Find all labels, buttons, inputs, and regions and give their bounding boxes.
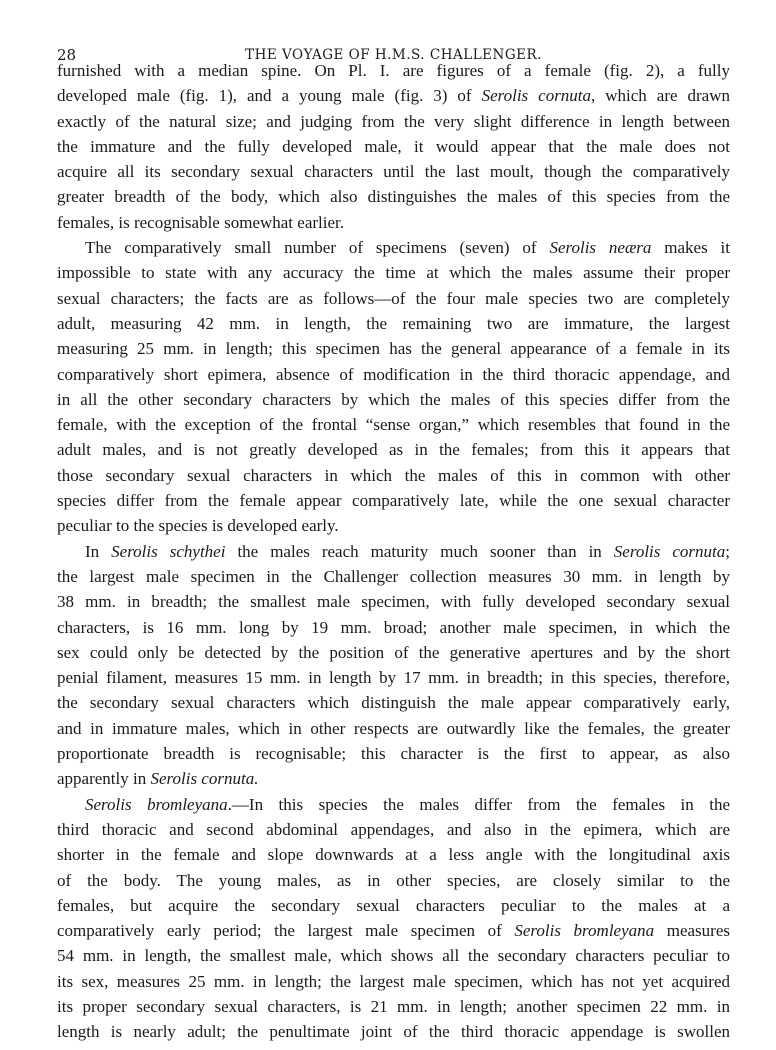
text-line bbox=[57, 918, 730, 943]
text-line bbox=[57, 766, 730, 791]
text-segment: .—In this species the males differ from the females in the bbox=[227, 794, 730, 814]
text-segment: furnished with a median spine. On Pl. I. are figures of a female (fig. 2), a fully bbox=[57, 61, 730, 80]
text-segment: those secondary sexual characters in which the males of this in common with other bbox=[57, 465, 730, 485]
text-line bbox=[57, 437, 730, 462]
text-line bbox=[57, 690, 730, 715]
text-segment: third thoracic and second abdominal appendages, and also in the epimera, which are bbox=[57, 819, 730, 839]
text-segment: impossible to state with any accuracy the time at which the males assume their proper bbox=[57, 263, 730, 283]
text-segment: ; bbox=[725, 541, 730, 561]
text-line bbox=[57, 716, 730, 741]
text-segment: females, but acquire the secondary sexual characters peculiar to the males at a bbox=[57, 895, 730, 915]
text-segment: measures bbox=[654, 921, 730, 941]
text-segment: females, is recognisable somewhat earlier. bbox=[57, 212, 344, 232]
italic-species-name: Serolis cornuta bbox=[481, 86, 592, 106]
text-line bbox=[57, 109, 730, 134]
text-segment: the immature and the fully developed male, it would appear that the male does not bbox=[57, 136, 730, 156]
text-segment: length is nearly adult; the penultimate joint of the third thoracic appendage is swollen bbox=[57, 1022, 730, 1042]
text-segment: and in immature males, which in other respects are outwardly like the females, the greater bbox=[57, 718, 730, 738]
text-line bbox=[57, 665, 730, 690]
text-line bbox=[57, 589, 730, 614]
text-segment: sexual characters; the facts are as follows—of the four male species two are completely bbox=[57, 288, 730, 308]
text-segment: adult males, and is not greatly developed as in the females; from this it appears that bbox=[57, 440, 730, 460]
text-segment: comparatively early period; the largest male specimen of bbox=[57, 921, 515, 941]
text-segment: species differ from the female appear comparatively late, while the one sexual character bbox=[57, 491, 730, 511]
text-segment: The comparatively small number of specimens (seven) of bbox=[85, 238, 550, 258]
text-line bbox=[57, 159, 730, 184]
text-segment: , which are drawn bbox=[591, 86, 730, 106]
text-line bbox=[57, 792, 730, 817]
text-segment: its proper secondary sexual characters, is 21 mm. in length; another specimen 22 mm. in bbox=[57, 996, 730, 1016]
text-segment: female, with the exception of the frontal “sense organ,” which resembles that found in the bbox=[57, 415, 730, 435]
text-line bbox=[57, 615, 730, 640]
text-line bbox=[57, 994, 730, 1019]
text-segment: proportionate breadth is recognisable; this character is the first to appear, as also bbox=[57, 744, 730, 764]
text-line bbox=[57, 387, 730, 412]
text-line bbox=[57, 539, 730, 564]
text-line bbox=[57, 210, 730, 235]
text-line bbox=[57, 134, 730, 159]
text-line bbox=[57, 893, 730, 918]
text-segment: greater breadth of the body, which also distinguishes the males of this species from the bbox=[57, 187, 730, 207]
text-line bbox=[57, 286, 730, 311]
text-segment: 54 mm. in length, the smallest male, which shows all the secondary characters peculiar to bbox=[57, 946, 730, 966]
text-line bbox=[57, 817, 730, 842]
text-segment: of the body. The young males, as in other species, are closely similar to the bbox=[57, 870, 730, 890]
text-line bbox=[57, 868, 730, 893]
text-line bbox=[57, 1019, 730, 1044]
text-line bbox=[57, 513, 730, 538]
text-segment: its sex, measures 25 mm. in length; the largest male specimen, which has not yet acquired bbox=[57, 971, 730, 991]
body-text bbox=[57, 58, 730, 1045]
text-segment: sex could only be detected by the position of the generative apertures and by the short bbox=[57, 642, 730, 662]
text-line bbox=[57, 412, 730, 437]
page-number: 28 bbox=[57, 46, 77, 64]
text-segment: in all the other secondary characters by which the males of this species differ from the bbox=[57, 389, 730, 409]
text-segment: In bbox=[85, 541, 112, 561]
italic-species-name: Serolis bromleyana bbox=[514, 921, 655, 941]
text-segment: measuring 25 mm. in length; this specimen has the general appearance of a female in its bbox=[57, 339, 730, 359]
italic-species-name: Serolis schythei bbox=[111, 541, 226, 561]
text-line bbox=[57, 640, 730, 665]
text-line bbox=[57, 842, 730, 867]
text-segment: penial filament, measures 15 mm. in length by 17 mm. in breadth; in this species, therefore, bbox=[57, 668, 730, 688]
text-segment: exactly of the natural size; and judging from the very slight difference in length between bbox=[57, 111, 730, 131]
italic-species-name: Serolis cornuta bbox=[613, 541, 726, 561]
text-line bbox=[57, 336, 730, 361]
text-segment: shorter in the female and slope downwards at a less angle with the longitudinal axis bbox=[57, 845, 730, 865]
text-line bbox=[57, 235, 730, 260]
running-title: THE VOYAGE OF H.M.S. CHALLENGER. bbox=[245, 47, 542, 63]
text-line bbox=[57, 943, 730, 968]
text-line bbox=[57, 362, 730, 387]
text-line bbox=[57, 83, 730, 108]
text-segment: characters, is 16 mm. long by 19 mm. broad; another male specimen, in which the bbox=[57, 617, 730, 637]
text-segment: makes it bbox=[651, 238, 730, 258]
text-line bbox=[57, 311, 730, 336]
text-segment: 38 mm. in breadth; the smallest male specimen, with fully developed secondary sexual bbox=[57, 592, 730, 612]
text-line bbox=[57, 741, 730, 766]
text-segment: the largest male specimen in the Challenger collection measures 30 mm. in length by bbox=[57, 566, 730, 586]
text-line bbox=[57, 969, 730, 994]
text-segment: apparently in bbox=[57, 769, 151, 789]
text-segment: adult, measuring 42 mm. in length, the remaining two are immature, the largest bbox=[57, 313, 730, 333]
italic-species-name: Serolis cornuta. bbox=[150, 769, 259, 789]
text-line bbox=[57, 58, 730, 83]
italic-species-name: Serolis bromleyana bbox=[85, 794, 228, 814]
text-segment: acquire all its secondary sexual characters until the last moult, though the comparatively bbox=[57, 162, 730, 182]
text-line bbox=[57, 564, 730, 589]
text-segment: the males reach maturity much sooner than in bbox=[225, 541, 614, 561]
text-line bbox=[57, 488, 730, 513]
text-segment: comparatively short epimera, absence of modification in the third thoracic appendage, and bbox=[57, 364, 730, 384]
text-segment: the secondary sexual characters which distinguish the male appear comparatively early, bbox=[57, 693, 730, 713]
text-segment: developed male (fig. 1), and a young male (fig. 3) of bbox=[57, 86, 482, 106]
text-line bbox=[57, 260, 730, 285]
text-segment: peculiar to the species is developed early. bbox=[57, 516, 339, 536]
text-line bbox=[57, 184, 730, 209]
text-line bbox=[57, 463, 730, 488]
italic-species-name: Serolis neæra bbox=[549, 238, 652, 258]
